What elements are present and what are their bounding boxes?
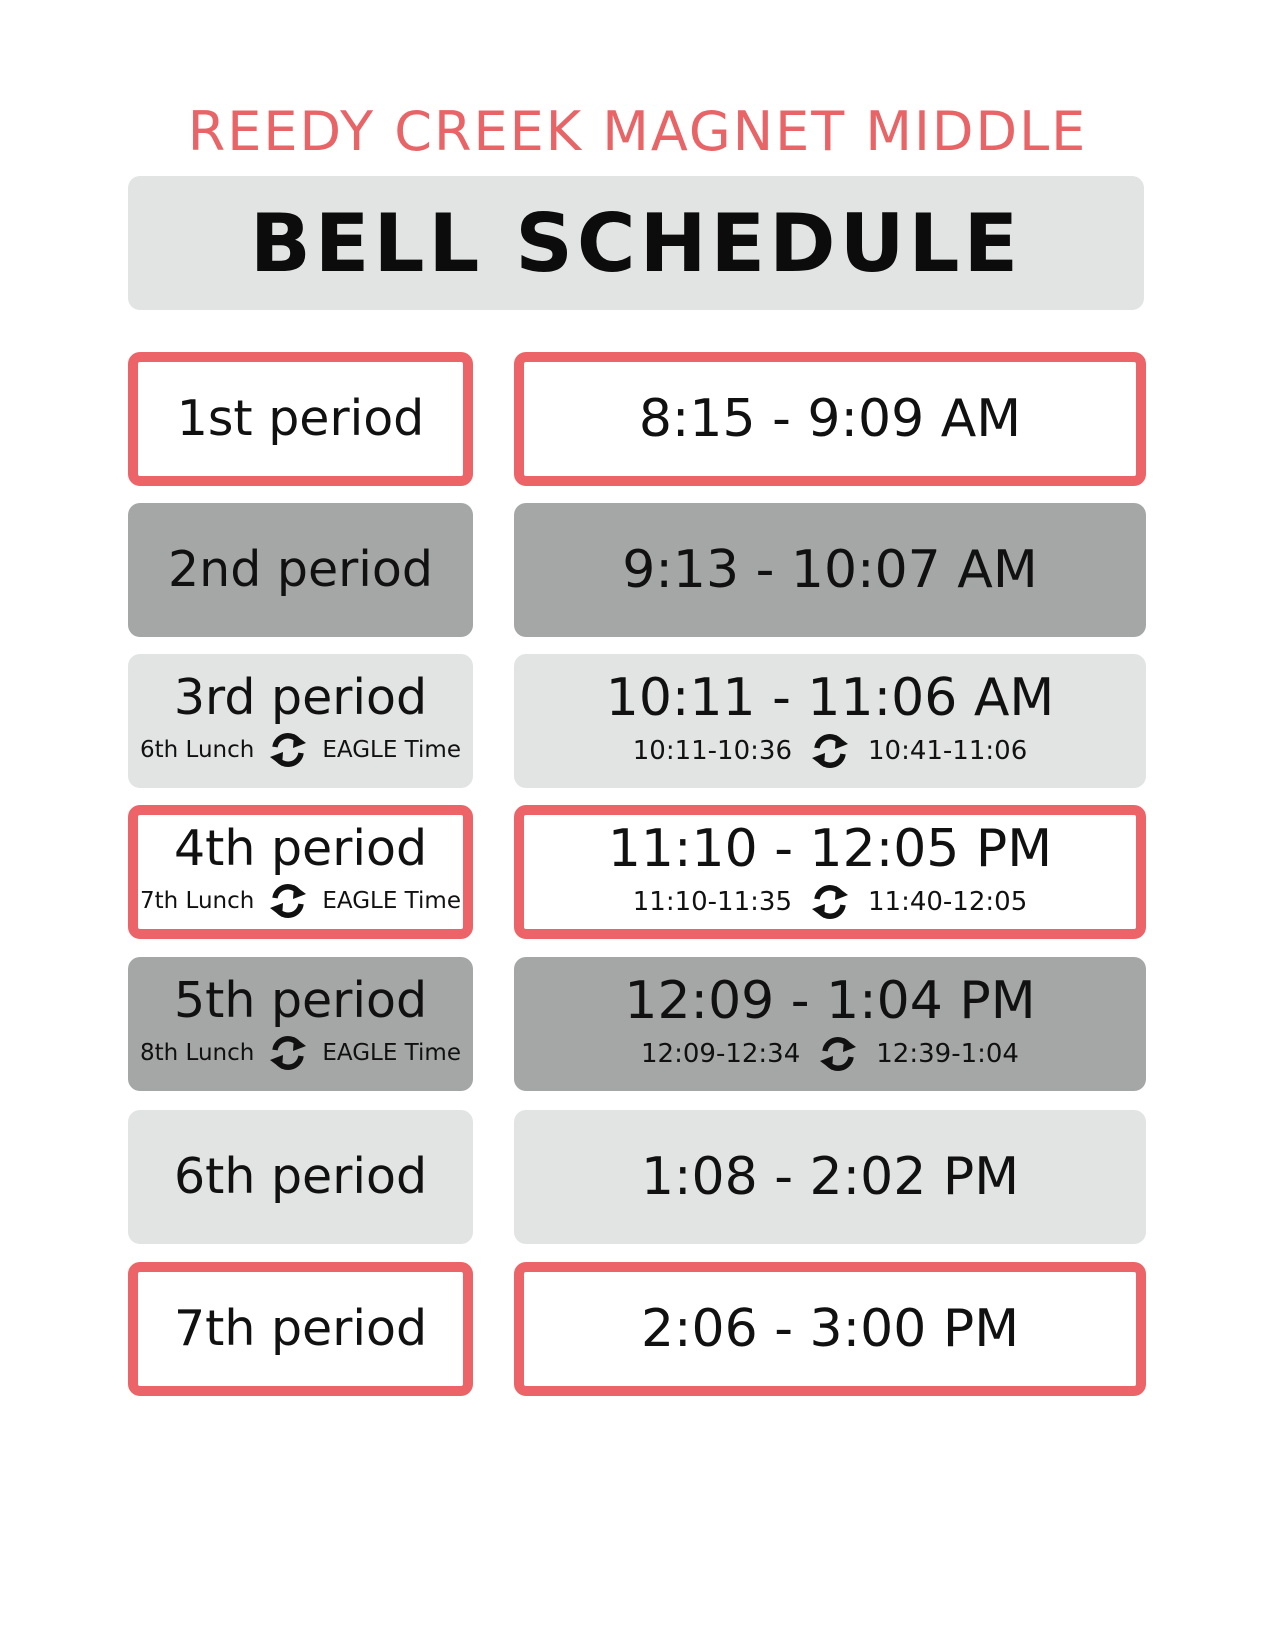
time-split <box>641 1034 1019 1074</box>
lunch-split <box>140 730 461 770</box>
period-label: 4th period <box>173 820 428 878</box>
time-cell-4 <box>514 805 1146 939</box>
schedule-row-6 <box>0 1110 1275 1244</box>
period-label: 2nd period <box>167 541 433 599</box>
schedule-row-1 <box>0 352 1275 486</box>
period-label: 5th period <box>173 972 428 1030</box>
period-cell-4 <box>128 805 473 939</box>
title-banner <box>128 176 1144 310</box>
lunch-label: 6th Lunch <box>140 736 255 763</box>
time-cell-6 <box>514 1110 1146 1244</box>
period-time: 1:08 - 2:02 PM <box>640 1146 1020 1207</box>
rotate-arrows-icon <box>268 881 308 921</box>
time-split <box>633 731 1028 771</box>
period-cell-6 <box>128 1110 473 1244</box>
period-cell-1 <box>128 352 473 486</box>
time-cell-7 <box>514 1262 1146 1396</box>
eagle-time-label: EAGLE Time <box>322 1039 461 1066</box>
split-first: 11:10-11:35 <box>632 887 792 918</box>
time-cell-5 <box>514 957 1146 1091</box>
period-cell-3 <box>128 654 473 788</box>
lunch-split <box>140 1033 461 1073</box>
split-second: 12:39-1:04 <box>876 1039 1019 1070</box>
rotate-arrows-icon <box>818 1034 858 1074</box>
period-label: 1st period <box>176 390 425 448</box>
period-label: 6th period <box>173 1148 428 1206</box>
schedule-row-5 <box>0 957 1275 1091</box>
period-label: 7th period <box>173 1300 428 1358</box>
split-second: 10:41-11:06 <box>868 736 1028 767</box>
period-cell-5 <box>128 957 473 1091</box>
period-label: 3rd period <box>173 669 428 727</box>
period-cell-7 <box>128 1262 473 1396</box>
split-first: 12:09-12:34 <box>641 1039 801 1070</box>
rotate-arrows-icon <box>810 731 850 771</box>
time-cell-3 <box>514 654 1146 788</box>
schedule-row-2 <box>0 503 1275 637</box>
rotate-arrows-icon <box>268 1033 308 1073</box>
schedule-row-7 <box>0 1262 1275 1396</box>
period-time: 10:11 - 11:06 AM <box>605 667 1055 728</box>
school-name: REEDY CREEK MAGNET MIDDLE <box>187 100 1088 163</box>
period-time: 2:06 - 3:00 PM <box>640 1298 1020 1359</box>
split-second: 11:40-12:05 <box>868 887 1028 918</box>
eagle-time-label: EAGLE Time <box>322 887 461 914</box>
period-time: 12:09 - 1:04 PM <box>624 970 1036 1031</box>
lunch-label: 7th Lunch <box>140 887 255 914</box>
time-cell-2 <box>514 503 1146 637</box>
eagle-time-label: EAGLE Time <box>322 736 461 763</box>
rotate-arrows-icon <box>268 730 308 770</box>
period-cell-2 <box>128 503 473 637</box>
rotate-arrows-icon <box>810 882 850 922</box>
period-time: 11:10 - 12:05 PM <box>607 818 1053 879</box>
period-time: 8:15 - 9:09 AM <box>638 388 1022 449</box>
schedule-row-4 <box>0 805 1275 939</box>
lunch-split <box>140 881 461 921</box>
time-cell-1 <box>514 352 1146 486</box>
page-title: BELL SCHEDULE <box>249 196 1023 290</box>
lunch-label: 8th Lunch <box>140 1039 255 1066</box>
schedule-row-3 <box>0 654 1275 788</box>
period-time: 9:13 - 10:07 AM <box>622 539 1038 600</box>
time-split <box>633 882 1028 922</box>
split-first: 10:11-10:36 <box>632 736 792 767</box>
